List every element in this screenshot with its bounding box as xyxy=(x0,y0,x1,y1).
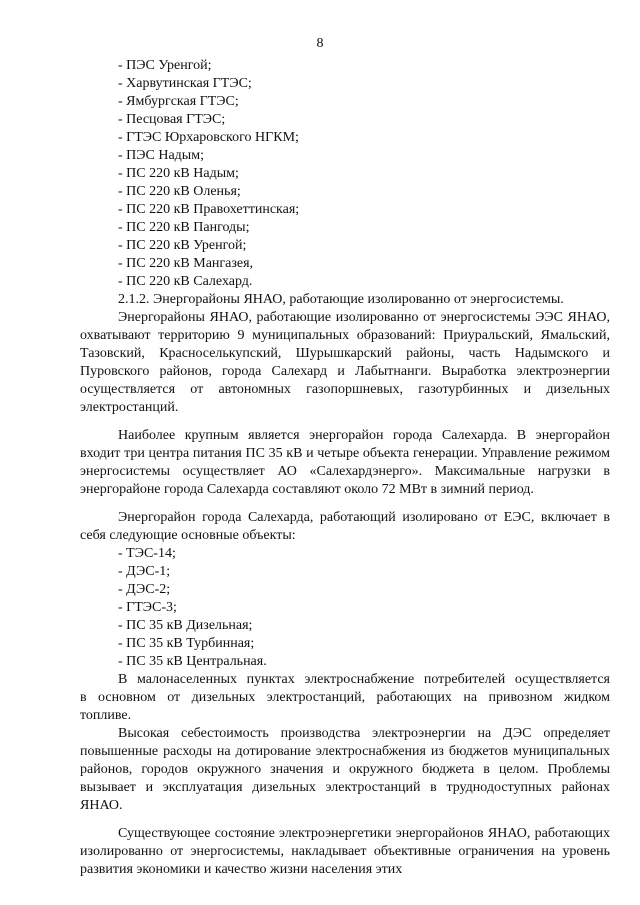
list-item: - ПС 220 кВ Салехард. xyxy=(118,274,253,289)
list-item: - Ямбургская ГТЭС; xyxy=(118,94,239,109)
list-item: - ПЭС Уренгой; xyxy=(118,58,212,73)
facilities-list-b xyxy=(80,545,610,671)
list-item: - ТЭС-14; xyxy=(118,546,176,561)
section-heading: 2.1.2. Энергорайоны ЯНАО, работающие изолированно от энергосистемы. xyxy=(118,292,564,307)
list-item: - ПС 220 кВ Надым; xyxy=(118,166,239,181)
list-item: - Харвутинская ГТЭС; xyxy=(118,76,252,91)
list-item: - ПС 220 кВ Мангазея, xyxy=(118,256,254,271)
list-item: - Песцовая ГТЭС; xyxy=(118,112,226,127)
list-item: - ПС 35 кВ Центральная. xyxy=(118,654,267,669)
list-item: - ПС 220 кВ Пангоды; xyxy=(118,220,250,235)
list-item: - ПС 35 кВ Турбинная; xyxy=(118,636,255,651)
list-item: - ПС 220 кВ Уренгой; xyxy=(118,238,247,253)
list-item: - ПС 220 кВ Правохеттинская; xyxy=(118,202,300,217)
facilities-list-a xyxy=(80,57,610,291)
document-body xyxy=(80,57,610,879)
paragraph-production-cost: Высокая себестоимость производства электроэнергии на ДЭС определяет повышенные расходы на дотирование электроснабжения из бюджетов муниципальных районов, городов окружного значения и окружного бюджета в целом. Проблемы вызывает и эксплуатация дизельных электростанций в труднодоступных районах ЯНАО. xyxy=(80,726,610,813)
page-number: 8 xyxy=(316,36,324,51)
list-item: - ДЭС-2; xyxy=(118,582,171,597)
paragraph-salekhard-region: Наиболее крупным является энергорайон города Салехарда. В энергорайон входит три центра питания ПС 35 кВ и четыре объекта генерации. Управление режимом энергосистемы осуществляет АО «Салехардэнерго». Максимальные нагрузки в энергорайоне города Салехарда составляют около 72 МВт в зимний период. xyxy=(80,428,610,497)
paragraph-small-settlements: В малонаселенных пунктах электроснабжение потребителей осуществляется в основном от дизельных электростанций, работающих на привозном жидком топливе. xyxy=(80,672,610,723)
list-item: - ПС 220 кВ Оленья; xyxy=(118,184,241,199)
list-item: - ГТЭС Юрхаровского НГКМ; xyxy=(118,130,299,145)
list-item: - ГТЭС-3; xyxy=(118,600,177,615)
paragraph-isolated-regions: Энергорайоны ЯНАО, работающие изолированно от энергосистемы ЭЭС ЯНАО, охватывают территорию 9 муниципальных образований: Приуральский, Ямальский, Тазовский, Красноселькупский, Шурышкарский районы, часть Надымского и Пуровского районов, города Салехард и Лабытнанги. Выработка электроэнергии осуществляется от автономных газопоршневых, газотурбинных и дизельных электростанций. xyxy=(80,310,610,415)
list-item: - ПЭС Надым; xyxy=(118,148,204,163)
paragraph-current-state: Существующее состояние электроэнергетики энергорайонов ЯНАО, работающих изолированно от энергосистемы, накладывает объективные ограничения на уровень развития экономики и качество жизни населения этих xyxy=(80,826,610,877)
list-item: - ДЭС-1; xyxy=(118,564,171,579)
paragraph-salekhard-objects: Энергорайон города Салехарда, работающий изолировано от ЕЭС, включает в себя следующие основные объекты: xyxy=(80,510,610,543)
list-item: - ПС 35 кВ Дизельная; xyxy=(118,618,253,633)
